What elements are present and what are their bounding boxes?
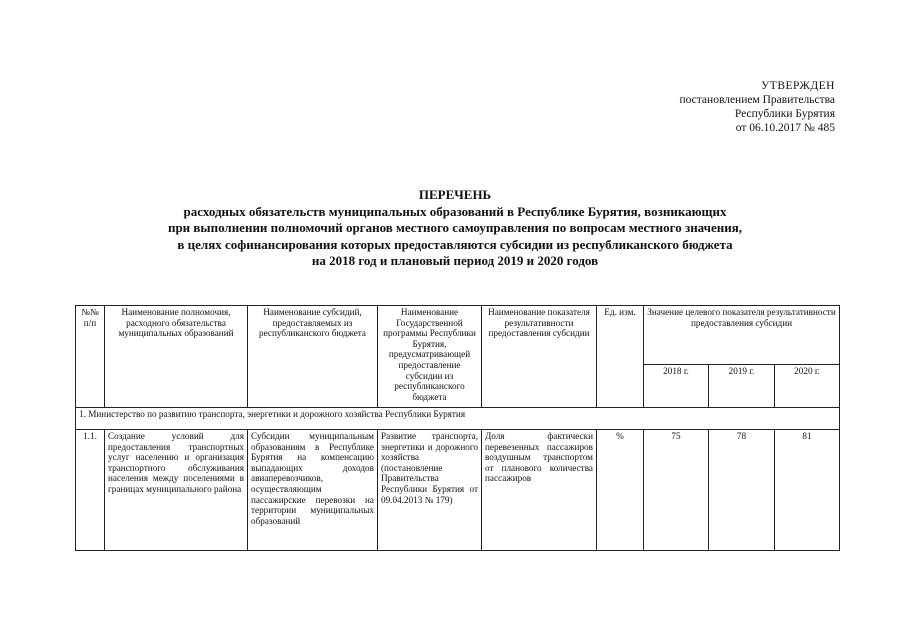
table-row	[76, 430, 840, 551]
approval-date: от 06.10.2017 № 485	[735, 122, 835, 134]
section-ministry: 1. Министерство по развитию транспорта, энергетики и дорожного хозяйства Республики Бурятия	[76, 408, 840, 430]
header-year-2019: 2019 г.	[709, 365, 775, 408]
approval-decree: постановлением Правительства	[679, 94, 835, 106]
cell-program: Развитие транспорта, энергетики и дорожного хозяйства (постановление Правительства Республики Бурятия от 09.04.2013 № 179)	[378, 430, 482, 551]
cell-value-2020: 81	[775, 430, 840, 551]
cell-unit: %	[597, 430, 644, 551]
header-unit: Ед. изм.	[597, 306, 644, 408]
cell-indicator: Доля фактически перевезенных пассажиров воздушным транспортом от планового количества пассажиров	[482, 430, 597, 551]
header-program: Наименование Государственной программы Республики Бурятия, предусматривающей предоставление субсидии из республиканского бюджета	[378, 306, 482, 408]
heading-line-1: расходных обязательств муниципальных образований в Республике Бурятия, возникающих	[183, 203, 727, 219]
approval-title: УТВЕРЖДЕН	[761, 80, 835, 92]
obligations-table	[75, 305, 840, 551]
approval-block	[679, 79, 835, 135]
approval-republic: Республики Бурятия	[734, 108, 835, 120]
heading-line-3: в целях софинансирования которых предоставляются субсидии из республиканского бюджета	[177, 236, 733, 252]
document-heading	[90, 187, 820, 270]
cell-value-2018: 75	[644, 430, 709, 551]
heading-title: ПЕРЕЧЕНЬ	[418, 187, 492, 202]
header-year-2018: 2018 г.	[644, 365, 709, 408]
heading-line-4: на 2018 год и плановый период 2019 и 2020 годов	[311, 253, 599, 268]
heading-line-2: при выполнении полномочий органов местного самоуправления по вопросам местного значения,	[167, 220, 743, 235]
cell-obligation: Создание условий для предоставления транспортных услуг населению и организация транспортного обслуживания населения между поселениями в границах муниципального района	[105, 430, 248, 551]
cell-num: 1.1.	[76, 430, 105, 551]
header-year-2020: 2020 г.	[775, 365, 840, 408]
header-indicator: Наименование показателя результативности предоставления субсидии	[482, 306, 597, 408]
cell-subsidy: Субсидии муниципальным образованиям в Республике Бурятия на компенсацию выпадающих доходов авиаперевозчиков, осуществляющим пассажирские перевозки на территории муниципальных образований	[248, 430, 378, 551]
header-target-values: Значение целевого показателя результативности предоставления субсидии	[644, 306, 840, 365]
header-num: №№ п/п	[76, 306, 105, 408]
header-obligation: Наименование полномочия, расходного обязательства муниципальных образований	[105, 306, 248, 408]
header-subsidy: Наименование субсидий, предоставляемых из республиканского бюджета	[248, 306, 378, 408]
cell-value-2019: 78	[709, 430, 775, 551]
